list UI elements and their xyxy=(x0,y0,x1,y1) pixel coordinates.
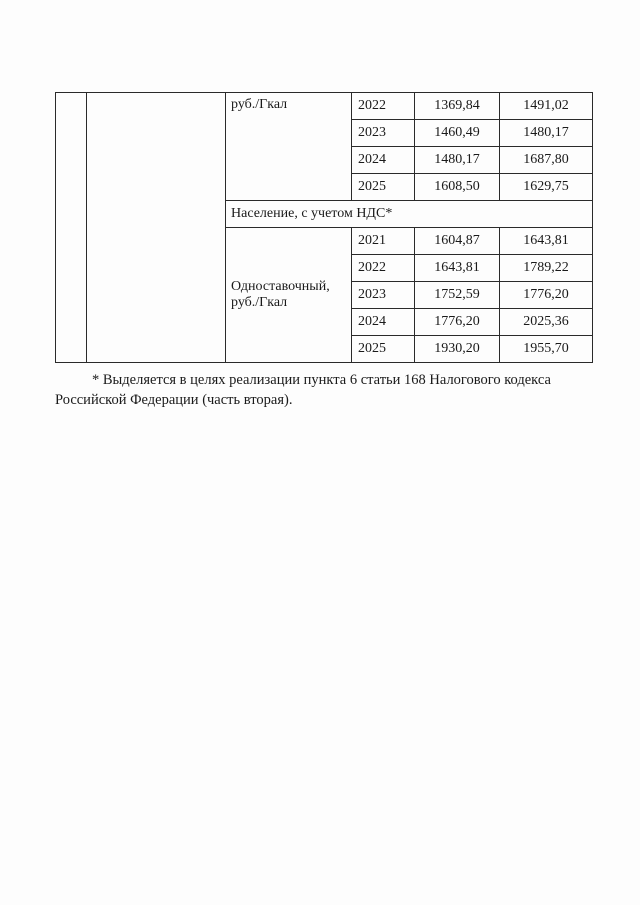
value-cell-h1: 1643,81 xyxy=(415,255,500,282)
value-cell-h2: 2025,36 xyxy=(500,309,593,336)
value-cell-h2: 1480,17 xyxy=(500,120,593,147)
table-row xyxy=(56,93,593,120)
section-label: Одноставочный, руб./Гкал xyxy=(226,228,352,363)
value-cell-h1: 1930,20 xyxy=(415,336,500,363)
value-cell-h1: 1752,59 xyxy=(415,282,500,309)
year-cell: 2025 xyxy=(352,174,415,201)
value-cell-h1: 1480,17 xyxy=(415,147,500,174)
empty-cell xyxy=(56,93,87,363)
year-cell: 2025 xyxy=(352,336,415,363)
value-cell-h1: 1369,84 xyxy=(415,93,500,120)
value-cell-h1: 1604,87 xyxy=(415,228,500,255)
year-cell: 2024 xyxy=(352,309,415,336)
unit-label: руб./Гкал xyxy=(226,93,352,201)
footnote: * Выделяется в целях реализации пункта 6 статьи 168 Налогового кодекса Российской Федерации (часть вторая). xyxy=(55,372,551,408)
value-cell-h2: 1789,22 xyxy=(500,255,593,282)
year-cell: 2023 xyxy=(352,282,415,309)
value-cell-h2: 1955,70 xyxy=(500,336,593,363)
year-cell: 2022 xyxy=(352,93,415,120)
year-cell: 2024 xyxy=(352,147,415,174)
value-cell-h2: 1776,20 xyxy=(500,282,593,309)
value-cell-h2: 1491,02 xyxy=(500,93,593,120)
year-cell: 2023 xyxy=(352,120,415,147)
tariff-table xyxy=(55,92,593,363)
value-cell-h1: 1460,49 xyxy=(415,120,500,147)
year-cell: 2021 xyxy=(352,228,415,255)
value-cell-h2: 1643,81 xyxy=(500,228,593,255)
section-title: Население, с учетом НДС* xyxy=(226,201,593,228)
empty-cell xyxy=(87,93,226,363)
year-cell: 2022 xyxy=(352,255,415,282)
value-cell-h2: 1687,80 xyxy=(500,147,593,174)
value-cell-h1: 1776,20 xyxy=(415,309,500,336)
value-cell-h2: 1629,75 xyxy=(500,174,593,201)
value-cell-h1: 1608,50 xyxy=(415,174,500,201)
